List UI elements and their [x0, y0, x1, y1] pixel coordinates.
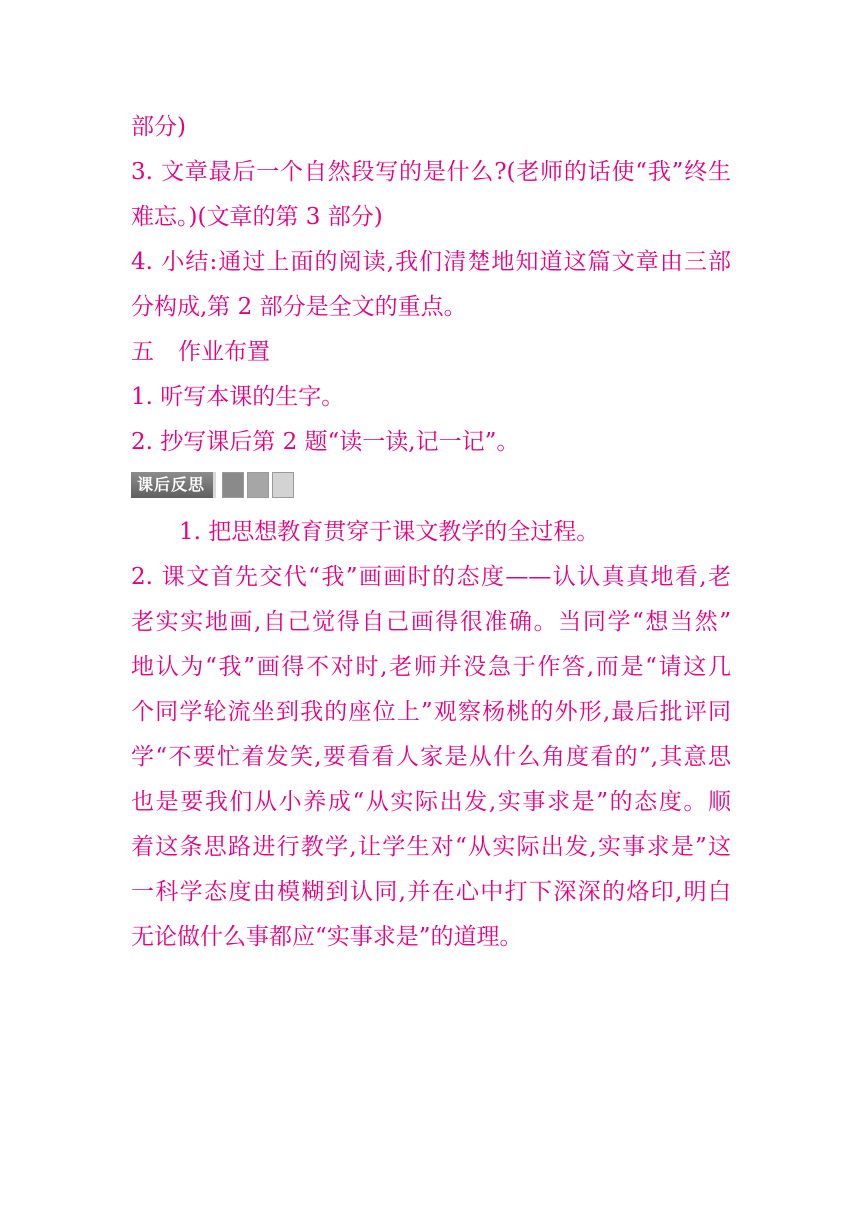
reflection-line: 个同学轮流坐到我的座位上”观察杨桃的外形,最后批评同: [131, 699, 731, 725]
section-number: 五: [131, 339, 154, 365]
lesson-steps: [131, 105, 731, 465]
reflection-badge: 课后反思: [131, 472, 216, 498]
reflection-line: 无论做什么事都应“实事求是”的道理。: [131, 924, 523, 950]
reflection-line: 学“不要忙着发笑,要看看人家是从什么角度看的”,其意思: [131, 744, 731, 770]
reflection-header: [131, 472, 294, 498]
text-line: 分构成,第 2 部分是全文的重点。: [131, 294, 467, 320]
reflection-line: 2. 课文首先交代“我”画画时的态度——认认真真地看,老: [131, 564, 731, 590]
homework-item: 2. 抄写课后第 2 题“读一读,记一记”。: [131, 429, 520, 455]
text-line: 部分): [131, 114, 186, 140]
reflection-line: 1. 把思想教育贯穿于课文教学的全过程。: [179, 519, 600, 545]
decorative-square-icon: [222, 472, 244, 498]
text-line: 3. 文章最后一个自然段写的是什么?(老师的话使“我”终生: [131, 159, 731, 185]
section-title: 作业布置: [178, 339, 270, 365]
decorative-square-icon: [272, 472, 294, 498]
reflection-line: 老实实地画,自己觉得自己画得很准确。当同学“想当然”: [131, 609, 731, 635]
homework-item: 1. 听写本课的生字。: [131, 384, 345, 410]
reflection-text: [131, 510, 731, 960]
reflection-line: 着这条思路进行教学,让学生对“从实际出发,实事求是”这: [131, 834, 731, 860]
reflection-line: 一科学态度由模糊到认同,并在心中打下深深的烙印,明白: [131, 879, 731, 905]
reflection-line: 也是要我们从小养成“从实际出发,实事求是”的态度。顺: [131, 789, 731, 815]
text-line: 难忘。)(文章的第 3 部分): [131, 204, 383, 230]
reflection-line: 地认为“我”画得不对时,老师并没急于作答,而是“请这几: [131, 654, 731, 680]
section-heading: [131, 330, 731, 375]
decorative-square-icon: [247, 472, 269, 498]
text-line: 4. 小结:通过上面的阅读,我们清楚地知道这篇文章由三部: [131, 249, 731, 275]
